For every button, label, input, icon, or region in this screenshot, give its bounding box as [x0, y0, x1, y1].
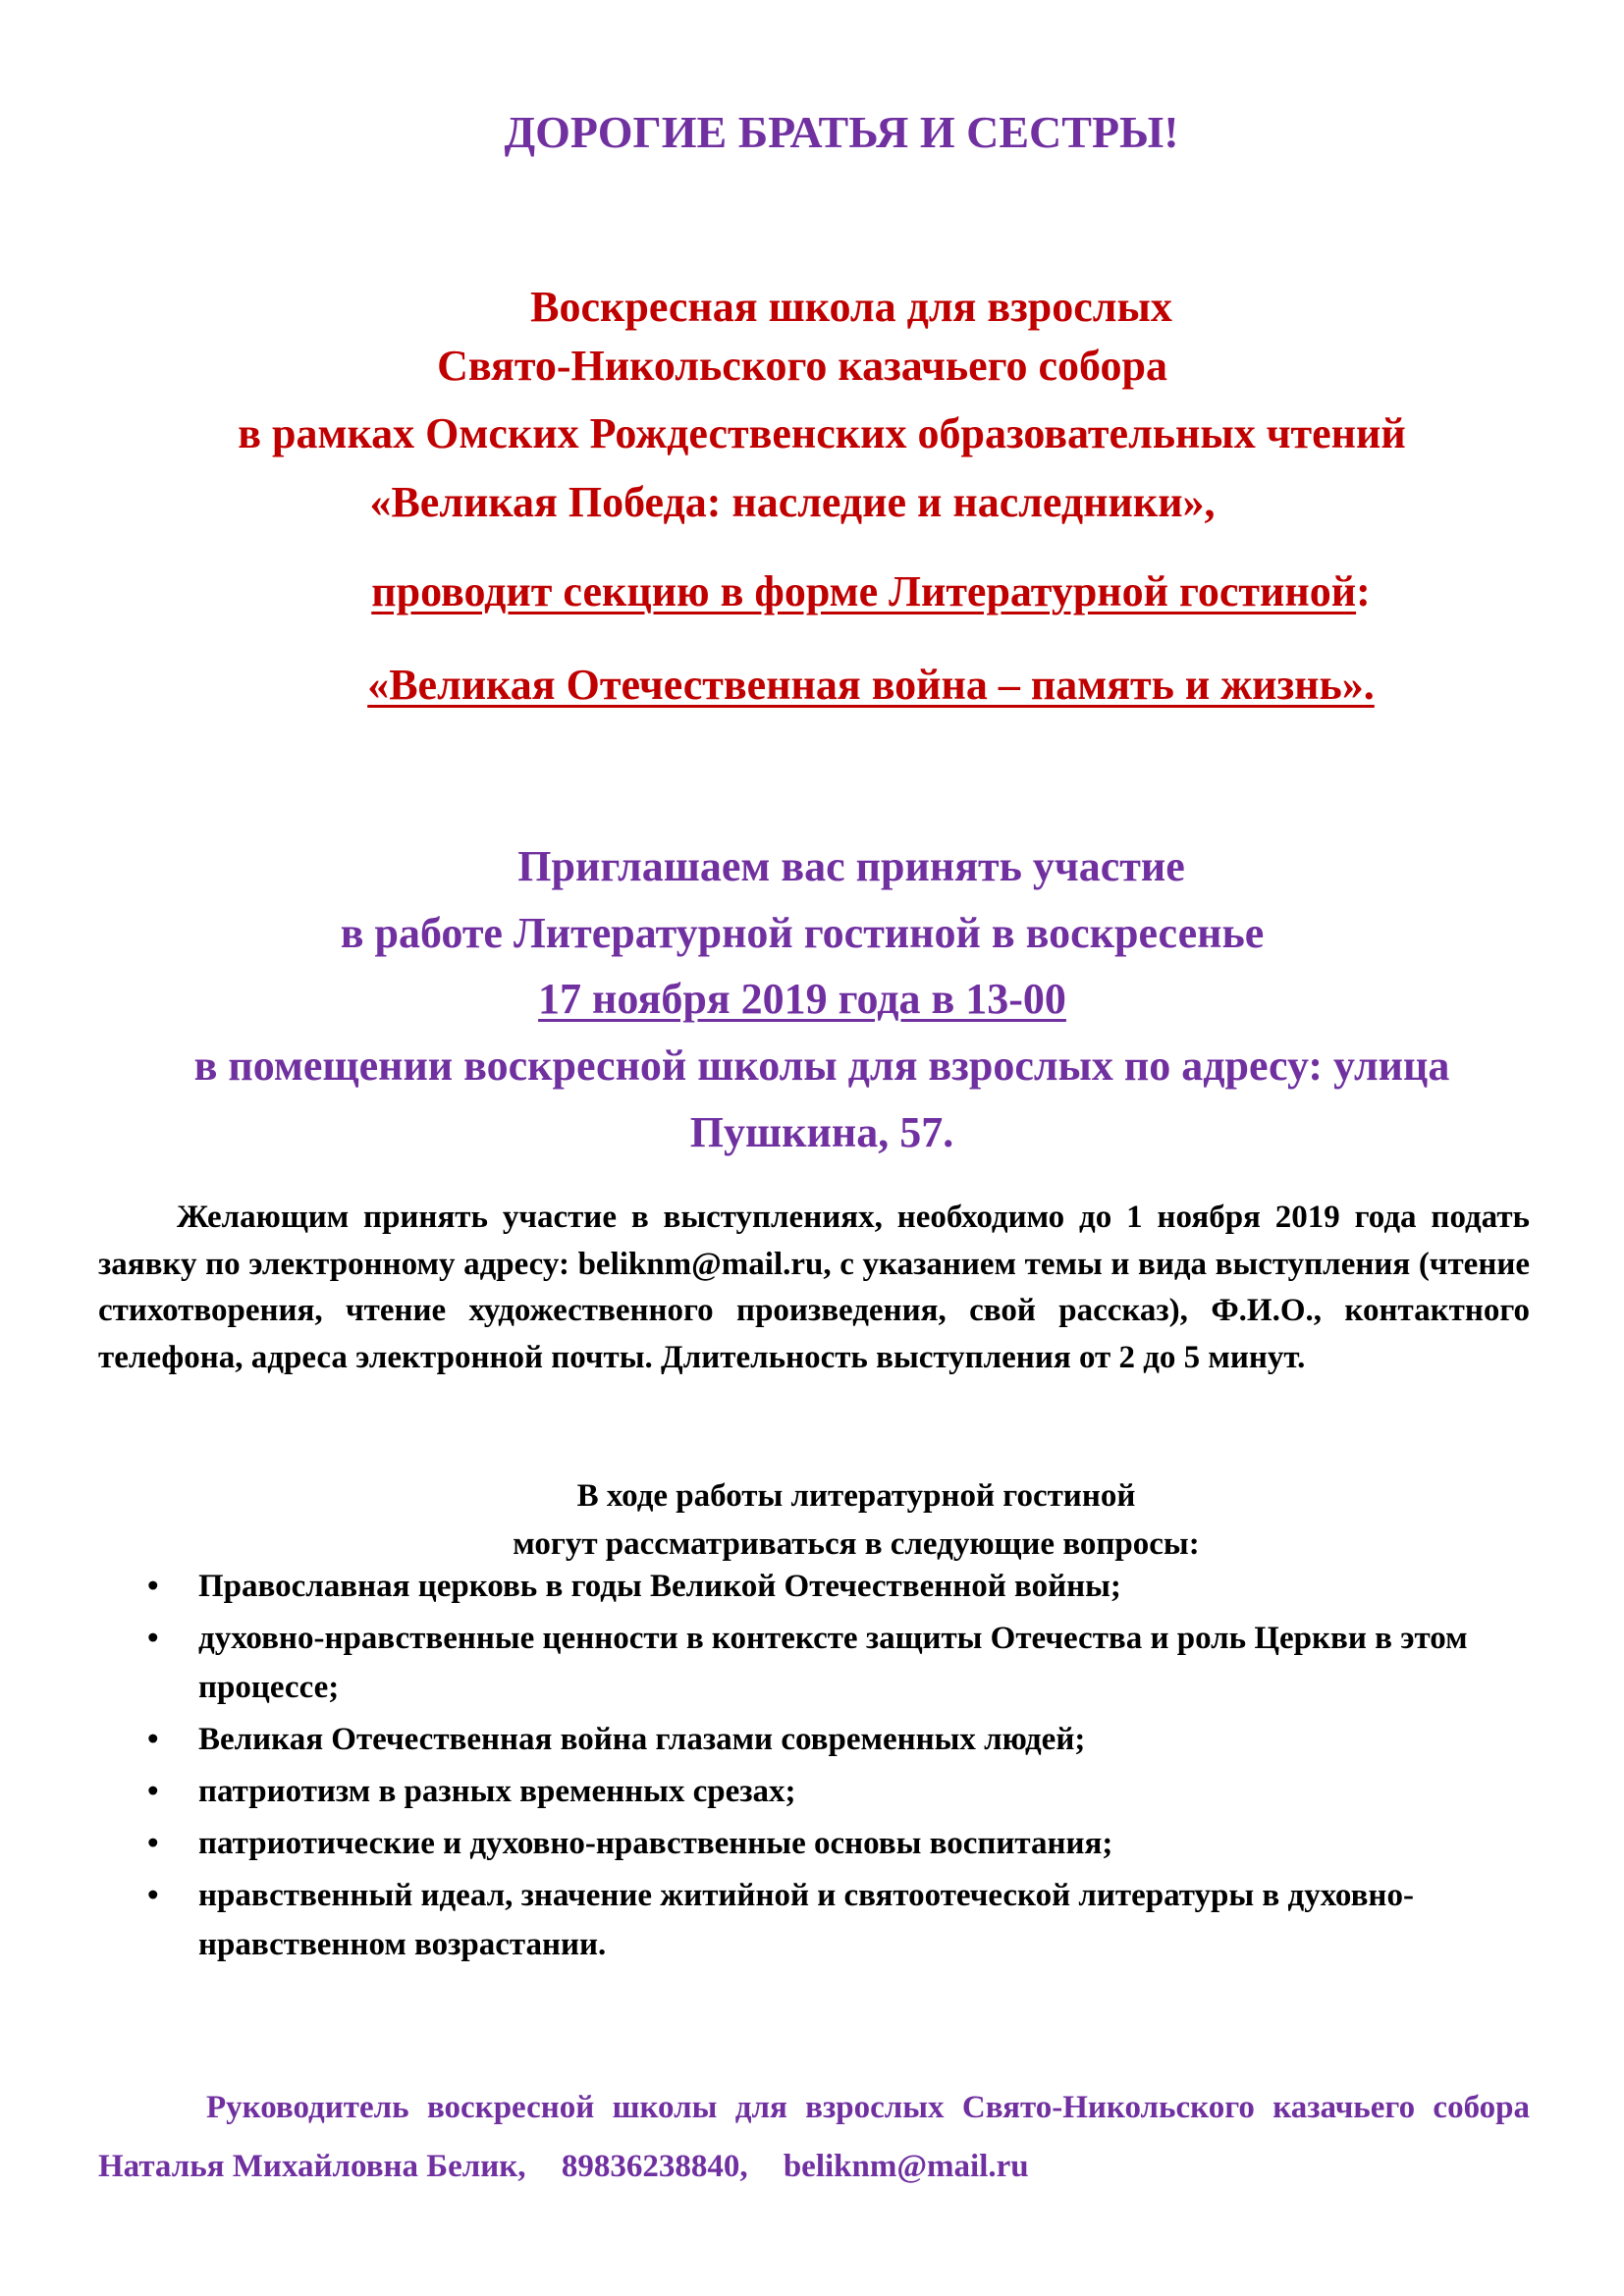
- organizer-line-1: Воскресная школа для взрослых: [530, 283, 1172, 331]
- greeting-heading: ДОРОГИЕ БРАТЬЯ И СЕСТРЫ!: [504, 107, 1179, 157]
- organizer-line-3: в рамках Омских Рождественских образовательных чтений: [238, 409, 1406, 457]
- topic-item: [147, 1715, 1542, 1764]
- topic-item: [147, 1871, 1542, 1969]
- bullet-icon: •: [147, 1774, 159, 1809]
- bullet-icon: •: [147, 1621, 159, 1656]
- topic-text: Православная церковь в годы Великой Отечественной войны;: [198, 1569, 1121, 1604]
- topics-list: [147, 1562, 1542, 1972]
- section-title-text: «Великая Отечественная война – память и жизнь».: [367, 661, 1375, 709]
- invitation-line-4: в помещении воскресной школы для взрослых по адресу: улица: [193, 1041, 1450, 1090]
- application-paragraph: Желающим принять участие в выступлениях, необходимо до 1 ноября 2019 года подать заявку по электронному адресу: beliknm@mail.ru, с указанием темы и вида выступления (чтение стихотворения, чтение художественного произведения, свой рассказ), Ф.И.О., контактного телефона, адреса электронной почты. Длительность выступления от 2 до 5 минут.: [98, 1200, 1530, 1375]
- section-colon: :: [1356, 567, 1371, 615]
- topics-intro-line-2: могут рассматриваться в следующие вопросы:: [513, 1526, 1200, 1562]
- invitation-date: [0, 974, 1614, 1024]
- contact-email[interactable]: beliknm@mail.ru: [783, 2149, 1029, 2184]
- invitation-line-1: Приглашаем вас принять участие: [517, 842, 1185, 890]
- bullet-icon: •: [147, 1569, 159, 1604]
- bullet-icon: •: [147, 1826, 159, 1861]
- footer-text: Руководитель воскресной школы для взрослых Свято-Никольского казачьего собора Наталья Михайловна Белик,: [98, 2090, 1530, 2184]
- section-announcement: [59, 566, 1624, 616]
- topic-text: духовно-нравственные ценности в контексте защиты Отечества и роль Церкви в этом процессе;: [198, 1621, 1468, 1705]
- contact-phone: 89836238840,: [561, 2149, 748, 2184]
- topic-text: патриотические и духовно-нравственные основы воспитания;: [198, 1826, 1113, 1861]
- topics-intro-line-1: В ходе работы литературной гостиной: [576, 1478, 1136, 1514]
- section-text: проводит секцию в форме Литературной гостиной: [371, 567, 1357, 615]
- invitation-line-2: в работе Литературной гостиной в воскресенье: [340, 909, 1265, 957]
- topic-text: нравственный идеал, значение житийной и святоотеческой литературы в духовно-нравственном возрастании.: [198, 1878, 1414, 1962]
- topic-text: Великая Отечественная война глазами современных людей;: [198, 1722, 1086, 1757]
- topic-item: [147, 1767, 1542, 1816]
- organizer-line-4: «Великая Победа: наследие и наследники»,: [369, 478, 1216, 526]
- bullet-icon: •: [147, 1878, 159, 1913]
- bullet-icon: •: [147, 1722, 159, 1757]
- organizer-line-2: Свято-Никольского казачьего собора: [437, 342, 1167, 390]
- invitation-date-text: 17 ноября 2019 года в 13-00: [538, 975, 1066, 1023]
- topic-text: патриотизм в разных временных срезах;: [198, 1774, 796, 1809]
- section-title: [59, 660, 1624, 710]
- footer-contact: [98, 2078, 1530, 2196]
- invitation-address: Пушкина, 57.: [689, 1108, 954, 1156]
- topic-item: [147, 1562, 1542, 1611]
- topic-item: [147, 1819, 1542, 1868]
- topic-item: [147, 1614, 1542, 1712]
